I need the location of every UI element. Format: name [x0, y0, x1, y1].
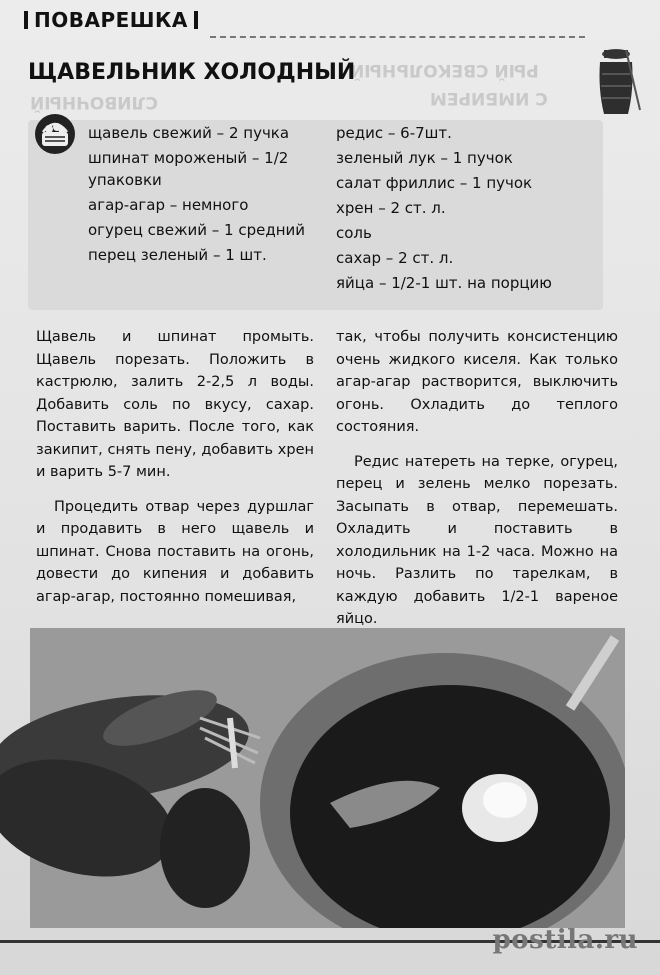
ingredient-item: салат фриллис – 1 пучок	[336, 174, 533, 192]
dish-photo	[0, 628, 625, 928]
ingredient-item: редис – 6-7шт.	[336, 124, 452, 142]
ingredient-item: соль	[336, 224, 372, 242]
section-label: ПОВАРЕШКА	[34, 8, 188, 32]
ingredient-item: шпинат мороженый – 1/2 упаковки	[88, 149, 289, 189]
ingredient-item: агар-агар – немного	[88, 196, 249, 214]
ingredient-item: щавель свежий – 2 пучка	[88, 124, 290, 142]
ingredient-item: огурец свежий – 1 средний	[88, 221, 306, 239]
method-column-right	[336, 326, 618, 643]
ingredient-item: хрен – 2 ст. л.	[336, 199, 446, 217]
rubric-bar-right	[194, 11, 198, 29]
recipe-title: ЩАВЕЛЬНИК ХОЛОДНЫЙ	[28, 60, 356, 85]
method-paragraph: так, чтобы получить консистенцию очень жидкого киселя. Как только агар-агар растворится, выключить огонь. Охладить до теплого состояния.	[336, 329, 618, 435]
ingredient-item: сахар – 2 ст. л.	[336, 249, 454, 267]
method-column-left	[36, 326, 314, 620]
bleedthrough-text: РЫЙ СВЕКОЛЬНЫЙ	[350, 60, 539, 80]
section-rubric	[18, 8, 204, 32]
rubric-bar-left	[24, 11, 28, 29]
ingredient-item: зеленый лук – 1 пучок	[336, 149, 513, 167]
header-dashed-line	[210, 36, 585, 38]
bleedthrough-text: СЛИВОЧНЫЙ	[30, 92, 159, 112]
ingredients-list-left	[88, 122, 323, 269]
ingredients-list-right	[336, 122, 606, 297]
watermark: postila.ru	[492, 925, 638, 955]
method-paragraph: Редис натереть на терке, огурец, перец и зелень мелко порезать. Засыпать в отвар, перемешать. Охладить и поставить в холодильник на 1-2 часа. Можно на ночь. Разлить по тарелкам, в каждую добавить 1/2-1 вареное яйцо.	[336, 453, 618, 627]
bleedthrough-text: С ИМБИРЕМ	[430, 88, 548, 108]
method-paragraph: Процедить отвар через дуршлаг и продавить в него щавель и шпинат. Снова поставить на огонь, довести до кипения и добавить агар-агар, постоянно помешивая,	[36, 498, 314, 605]
ingredient-item: перец зеленый – 1 шт.	[88, 246, 267, 264]
ingredient-item: яйца – 1/2-1 шт. на порцию	[336, 274, 552, 292]
method-paragraph: Щавель и шпинат промыть. Щавель порезать. Положить в кастрюлю, залить 2-2,5 л воды. Добавить соль по вкусу, сахар. Поставить варить. После того, как закипит, снять пену, добавить хрен и варить 5-7 мин.	[36, 329, 314, 480]
honey-pot-illustration	[596, 40, 642, 120]
basket-icon	[34, 112, 76, 156]
